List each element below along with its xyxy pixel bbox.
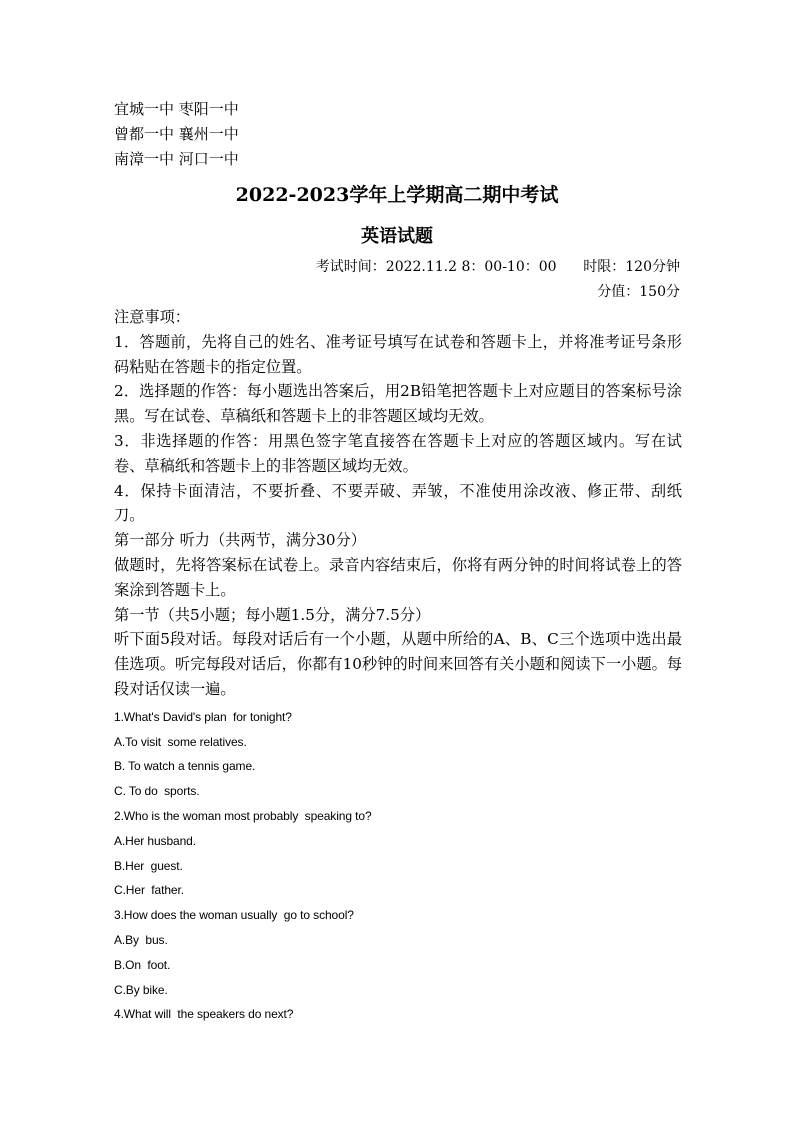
option-line: A.To visit some relatives.	[114, 734, 247, 749]
question-line: 2.Who is the woman most probably speaking to?	[114, 808, 372, 823]
question-line: 4.What will the speakers do next?	[114, 1007, 294, 1022]
notes-heading: 注意事项：	[114, 308, 190, 326]
school-line: 南漳一中 河口一中	[114, 150, 239, 168]
option-line: B.On foot.	[114, 957, 171, 972]
option-line: C. To do sports.	[114, 784, 200, 799]
exam-time-text: 考试时间：2022.11.2 8：00-10：00 时限：120分钟	[315, 259, 680, 275]
school-list	[114, 97, 239, 172]
note-item: 1．答题前，先将自己的姓名、准考证号填写在试卷和答题卡上，并将准考证号条形码粘贴在答题卡的指定位置。	[114, 332, 682, 376]
option-line: B.Her guest.	[114, 858, 183, 873]
question-line: 1.What's David's plan for tonight?	[114, 709, 292, 724]
school-line: 曾都一中 襄州一中	[114, 125, 239, 143]
question-list	[114, 705, 682, 1027]
exam-title: 2022-2023学年上学期高二期中考试	[235, 184, 559, 206]
part1-instruction: 做题时，先将答案标在试卷上。录音内容结束后，你将有两分钟的时间将试卷上的答案涂到答题卡上。	[114, 555, 682, 599]
part1-heading: 第一部分 听力（共两节，满分30分）	[114, 531, 366, 550]
exam-subtitle: 英语试题	[361, 226, 433, 247]
main-content	[114, 305, 682, 1027]
note-item: 3．非选择题的作答：用黑色签字笔直接答在答题卡上对应的答题区域内。写在试卷、草稿纸和答题卡上的非答题区域均无效。	[114, 431, 682, 475]
school-line: 宜城一中 枣阳一中	[114, 100, 239, 118]
option-line: A.Her husband.	[114, 833, 196, 848]
question-line: 3.How does the woman usually go to school?	[114, 908, 354, 923]
exam-score: 分值：150分	[597, 284, 680, 300]
option-line: C.Her father.	[114, 883, 184, 898]
option-line: C.By bike.	[114, 982, 168, 997]
section1-heading: 第一节（共5小题；每小题1.5分，满分7.5分）	[114, 605, 431, 624]
exam-time	[316, 255, 680, 279]
note-item: 2．选择题的作答：每小题选出答案后，用2B铅笔把答题卡上对应题目的答案标号涂黑。写在试卷、草稿纸和答题卡上的非答题区域均无效。	[114, 382, 682, 426]
note-item: 4．保持卡面清洁，不要折叠、不要弄破、弄皱，不准使用涂改液、修正带、刮纸刀。	[114, 481, 682, 525]
option-line: B. To watch a tennis game.	[114, 759, 256, 774]
section1-instruction: 听下面5段对话。每段对话后有一个小题，从题中所给的A、B、C三个选项中选出最佳选项。听完每段对话后，你都有10秒钟的时间来回答有关小题和阅读下一小题。每段对话仅读一遍。	[114, 630, 682, 698]
option-line: A.By bus.	[114, 932, 168, 947]
